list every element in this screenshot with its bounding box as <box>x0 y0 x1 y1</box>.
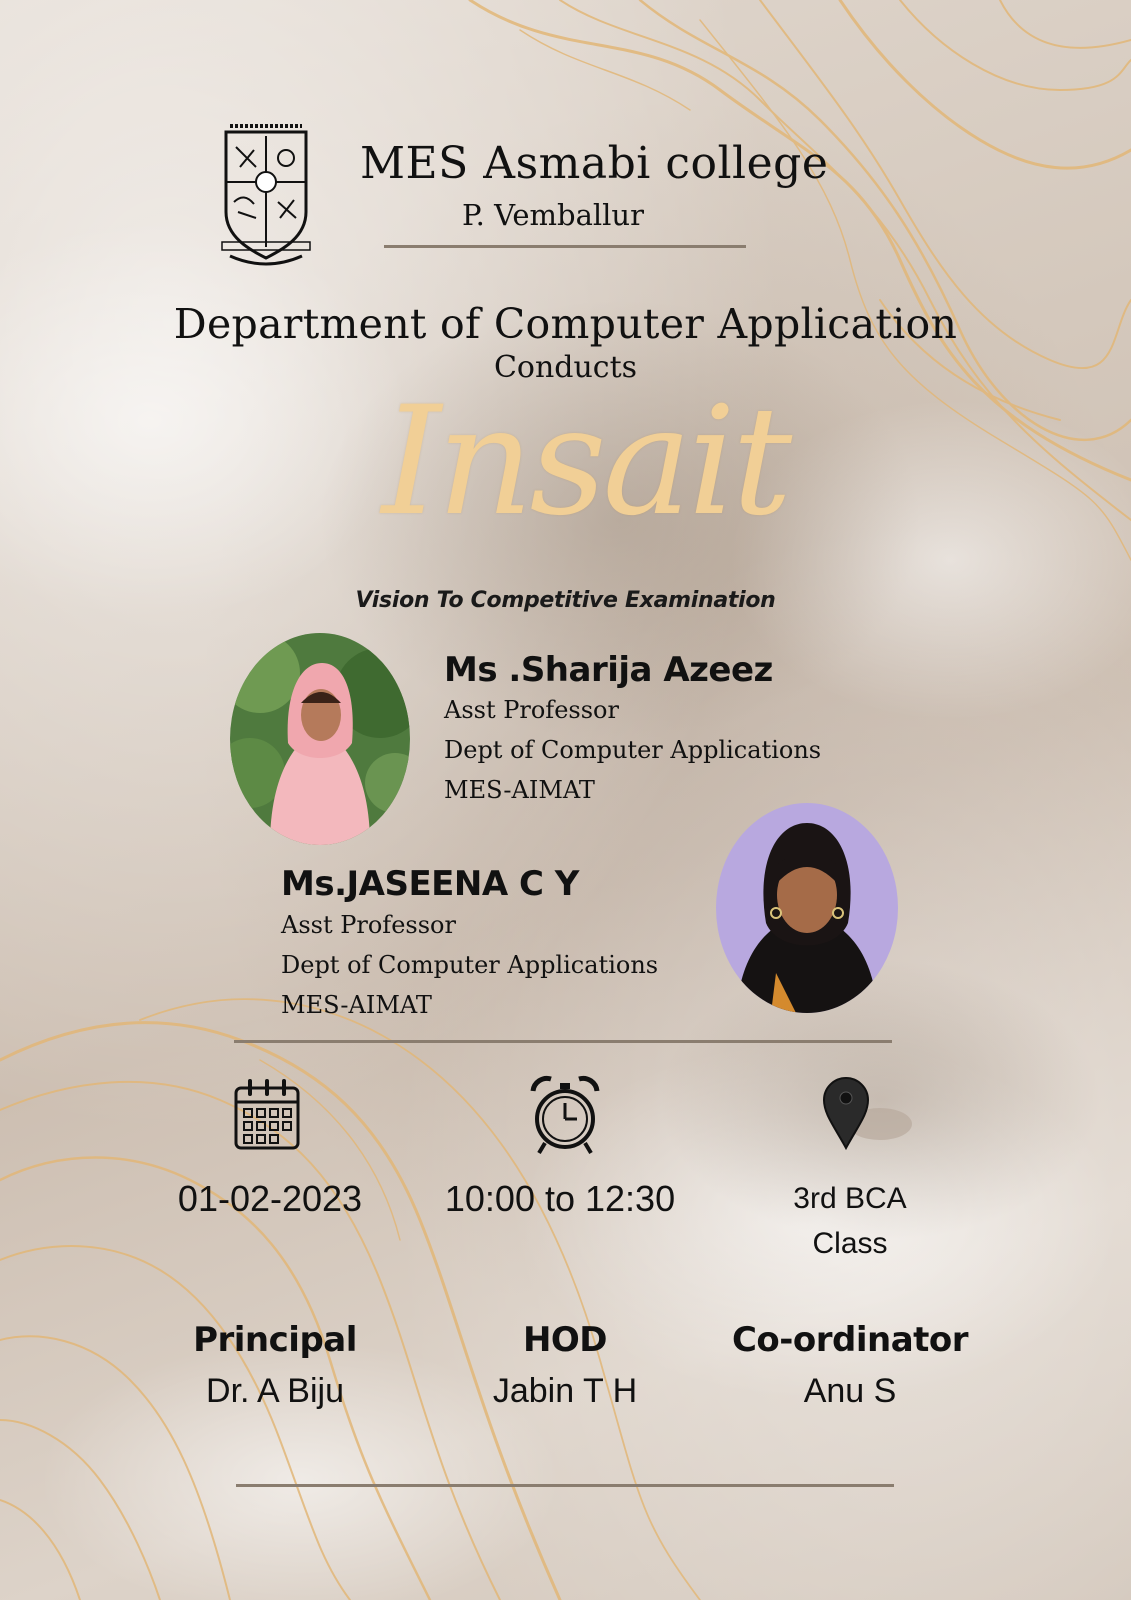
speaker-1-institution: MES-AIMAT <box>444 776 595 804</box>
hod-name: Jabin T H <box>492 1372 638 1410</box>
speaker-2-designation: Asst Professor <box>281 911 456 939</box>
department-title: Department of Computer Application <box>173 300 958 348</box>
alarm-clock-icon <box>527 1073 603 1157</box>
official-coordinator <box>700 1320 1000 1411</box>
venue-line-2: Class <box>812 1227 888 1260</box>
venue-line-1: 3rd BCA <box>793 1182 907 1215</box>
date-block <box>150 1178 390 1220</box>
speaker-1-details <box>444 690 821 810</box>
time-block <box>410 1178 710 1220</box>
event-title: Insait <box>381 375 789 549</box>
speaker-1-department: Dept of Computer Applications <box>444 736 822 764</box>
calendar-icon <box>233 1078 303 1152</box>
speaker-1-designation: Asst Professor <box>444 696 619 724</box>
location-pin-icon <box>822 1076 918 1152</box>
speaker-2-photo <box>716 803 898 1013</box>
event-tagline: Vision To Competitive Examination <box>355 588 776 613</box>
speakers-divider <box>234 1040 892 1043</box>
conducts-label: Conducts <box>493 350 638 385</box>
college-name: MES Asmabi college <box>360 138 829 189</box>
footer-divider <box>236 1484 894 1487</box>
official-hod <box>440 1320 690 1411</box>
event-time: 10:00 to 12:30 <box>444 1178 676 1219</box>
event-date: 01-02-2023 <box>177 1178 363 1219</box>
principal-name: Dr. A Biju <box>206 1372 344 1410</box>
speaker-1-photo <box>230 633 410 845</box>
hod-role: HOD <box>522 1320 608 1360</box>
speaker-2-department: Dept of Computer Applications <box>281 951 659 979</box>
college-location: P. Vemballur <box>462 198 644 232</box>
venue-block <box>740 1176 960 1266</box>
header-divider <box>384 245 746 248</box>
speaker-2-institution: MES-AIMAT <box>281 991 432 1019</box>
speaker-1-name: Ms .Sharija Azeez <box>444 650 773 690</box>
speaker-2-name: Ms.JASEENA C Y <box>281 864 579 904</box>
speaker-2-details <box>281 905 658 1025</box>
coordinator-role: Co-ordinator <box>731 1320 969 1360</box>
college-logo <box>220 122 312 270</box>
official-principal <box>150 1320 400 1411</box>
principal-role: Principal <box>193 1320 357 1360</box>
coordinator-name: Anu S <box>803 1372 897 1410</box>
